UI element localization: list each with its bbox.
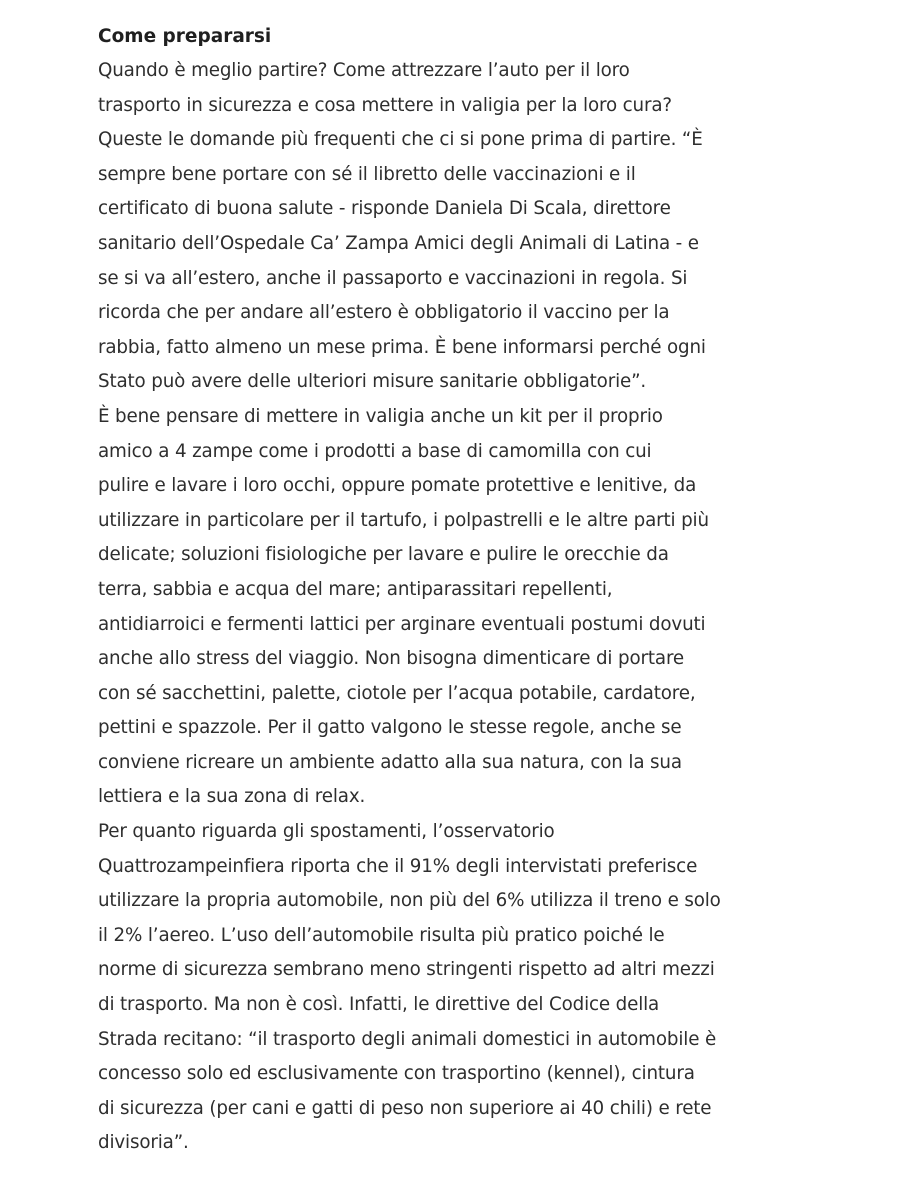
text-line: Stato può avere delle ulteriori misure sanitarie obbligatorie”. — [98, 371, 647, 393]
text-line: di trasporto. Ma non è così. Infatti, le direttive del Codice della — [98, 994, 660, 1016]
text-line: ricorda che per andare all’estero è obbligatorio il vaccino per la — [98, 302, 670, 324]
text-line: rabbia, fatto almeno un mese prima. È bene informarsi perché ogni — [98, 336, 706, 358]
text-line: conviene ricreare un ambiente adatto alla sua natura, con la sua — [98, 751, 682, 773]
text-line: delicate; soluzioni fisiologiche per lavare e pulire le orecchie da — [98, 544, 669, 566]
section-heading: Come prepararsi — [98, 26, 272, 47]
text-line: Per quanto riguarda gli spostamenti, l’osservatorio — [98, 821, 555, 843]
text-line: se si va all’estero, anche il passaporto e vaccinazioni in regola. Si — [98, 267, 688, 289]
text-line: pettini e spazzole. Per il gatto valgono le stesse regole, anche se — [98, 717, 682, 739]
text-line: utilizzare in particolare per il tartufo, i polpastrelli e le altre parti più — [98, 509, 709, 531]
text-line: il 2% l’aereo. L’uso dell’automobile risulta più pratico poiché le — [98, 924, 665, 946]
text-line: norme di sicurezza sembrano meno stringenti rispetto ad altri mezzi — [98, 959, 715, 981]
paragraph-2 — [98, 400, 828, 815]
text-line: di sicurezza (per cani e gatti di peso non superiore ai 40 chili) e rete — [98, 1097, 712, 1119]
text-line: antidiarroici e fermenti lattici per arginare eventuali postumi dovuti — [98, 613, 706, 635]
text-line: divisoria”. — [98, 1132, 189, 1154]
article — [98, 20, 828, 1161]
paragraph-1 — [98, 54, 828, 400]
text-line: Strada recitano: “il trasporto degli animali domestici in automobile è — [98, 1028, 717, 1050]
text-line: trasporto in sicurezza e cosa mettere in valigia per la loro cura? — [98, 94, 672, 116]
text-line: pulire e lavare i loro occhi, oppure pomate protettive e lenitive, da — [98, 475, 697, 497]
text-line: È bene pensare di mettere in valigia anche un kit per il proprio — [98, 405, 663, 427]
text-line: certificato di buona salute - risponde Daniela Di Scala, direttore — [98, 198, 671, 220]
paragraph-3 — [98, 815, 828, 1161]
text-line: utilizzare la propria automobile, non più del 6% utilizza il treno e solo — [98, 890, 721, 912]
text-line: sanitario dell’Ospedale Ca’ Zampa Amici degli Animali di Latina - e — [98, 232, 699, 254]
text-line: Queste le domande più frequenti che ci si pone prima di partire. “È — [98, 129, 703, 151]
text-line: Quattrozampeinfiera riporta che il 91% degli intervistati preferisce — [98, 855, 698, 877]
text-line: lettiera e la sua zona di relax. — [98, 786, 366, 808]
text-line: anche allo stress del viaggio. Non bisogna dimenticare di portare — [98, 648, 685, 670]
text-line: terra, sabbia e acqua del mare; antiparassitari repellenti, — [98, 578, 613, 600]
text-line: amico a 4 zampe come i prodotti a base di camomilla con cui — [98, 440, 652, 462]
text-line: con sé sacchettini, palette, ciotole per l’acqua potabile, cardatore, — [98, 682, 696, 704]
text-line: concesso solo ed esclusivamente con trasportino (kennel), cintura — [98, 1063, 695, 1085]
text-line: Quando è meglio partire? Come attrezzare l’auto per il loro — [98, 60, 630, 81]
text-line: sempre bene portare con sé il libretto delle vaccinazioni e il — [98, 163, 636, 185]
